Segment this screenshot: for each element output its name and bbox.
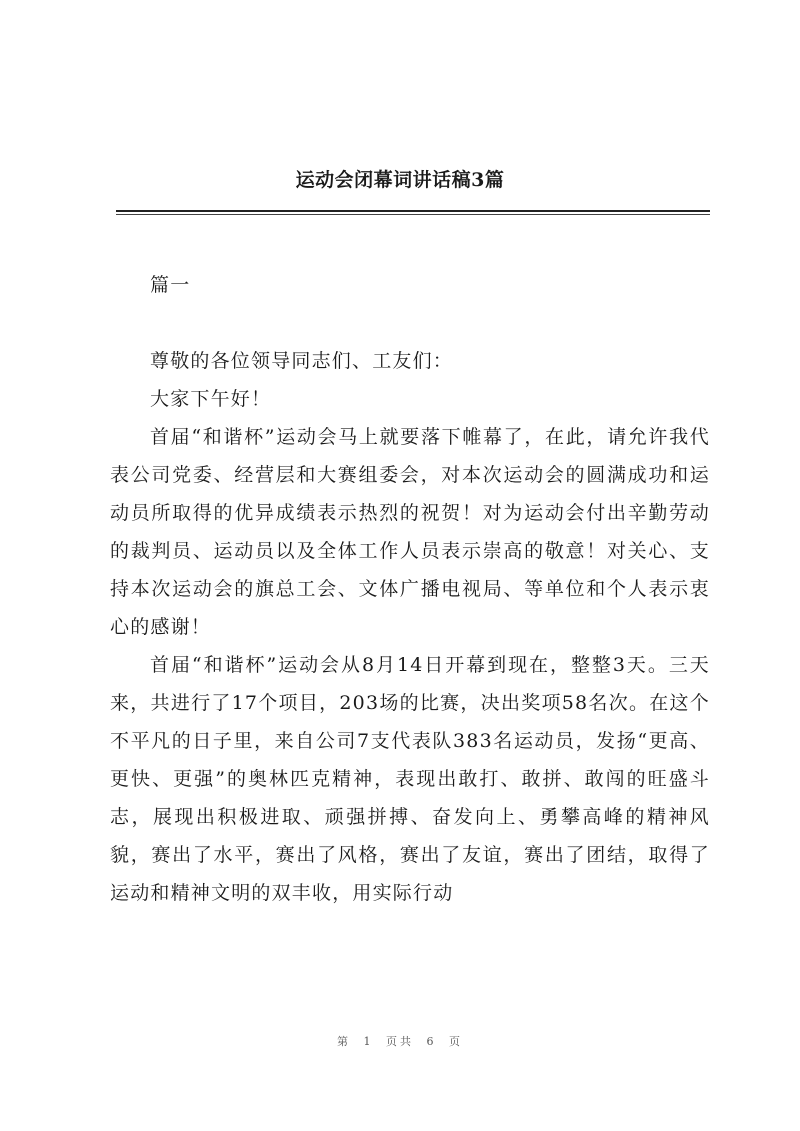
title-divider [116, 210, 710, 212]
body-paragraph: 首届“和谐杯”运动会马上就要落下帷幕了，在此，请允许我代表公司党委、经营层和大赛组委会，对本次运动会的圆满成功和运动员所取得的优异成绩表示热烈的祝贺！对为运动会付出辛勤劳动的裁判员、运动员以及全体工作人员表示崇高的敬意！对关心、支持本次运动会的旗总工会、文体广播电视局、等单位和个人表示衷心的感谢！ [110, 426, 710, 638]
greeting: 大家下午好！ [150, 388, 272, 410]
document-body [110, 266, 710, 912]
body-paragraph: 首届“和谐杯”运动会从8月14日开幕到现在，整整3天。三天来，共进行了17个项目，203场的比赛，决出奖项58名次。在这个不平凡的日子里，来自公司7支代表队383名运动员，发扬“更高、更快、更强”的奥林匹克精神，表现出敢打、敢拼、敢闯的旺盛斗志，展现出积极进取、顽强拼搏、奋发向上、勇攀高峰的精神风貌，赛出了水平，赛出了风格，赛出了友谊，赛出了团结，取得了运动和精神文明的双丰收，用实际行动 [110, 654, 710, 904]
section-heading: 篇一 [150, 274, 191, 296]
page-number: 第 1 页共 6 页 [337, 1035, 463, 1048]
blank-line [110, 304, 710, 342]
salutation: 尊敬的各位领导同志们、工友们： [150, 350, 454, 372]
document-title: 运动会闭幕词讲话稿3篇 [295, 169, 505, 191]
